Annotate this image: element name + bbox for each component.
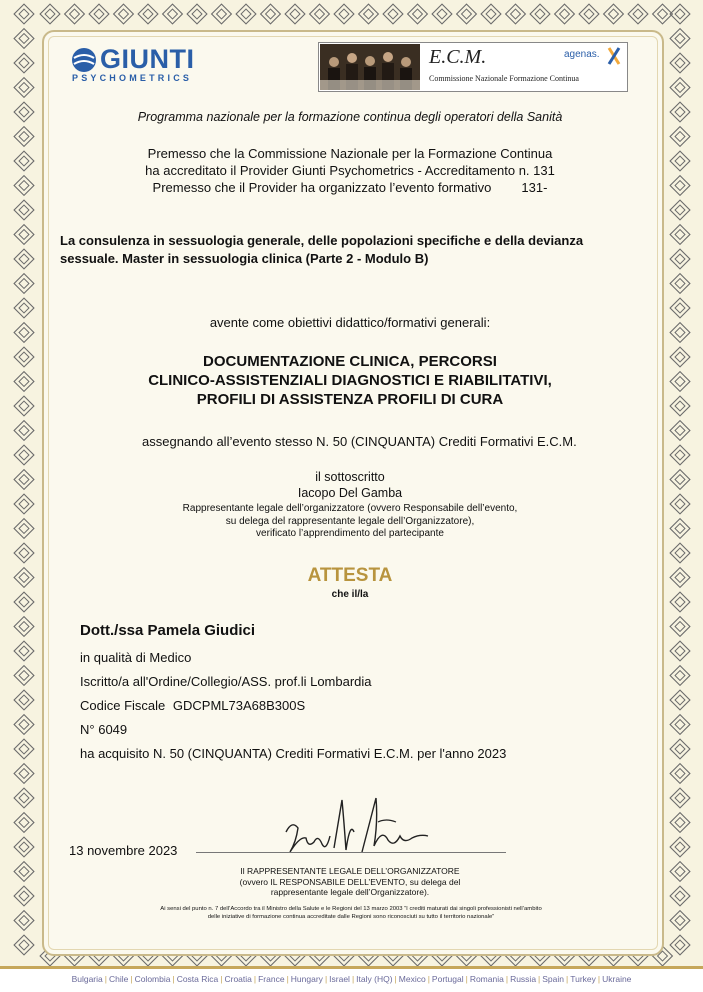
legal-note [58, 905, 644, 921]
border-diamond [670, 470, 690, 490]
country-name: Russia [510, 974, 537, 984]
border-diamond [506, 4, 526, 24]
border-diamond [670, 298, 690, 318]
border-diamond [236, 4, 256, 24]
country-name: Israel [329, 974, 350, 984]
attesta-heading: ATTESTA [307, 565, 393, 586]
border-diamond [14, 666, 34, 686]
event-title-line-1: La consulenza in sessuologia generale, delle popolazioni specifiche e della devianza [60, 233, 584, 248]
border-diamond [383, 4, 403, 24]
border-diamond [670, 372, 690, 392]
objectives-block [50, 352, 650, 409]
event-code: 131- [521, 180, 548, 195]
legal-note-line-2: delle iniziative di formazione continua accreditate dalle Regioni sono riconosciuti su tutto il territorio nazionale” [207, 914, 495, 920]
border-diamond [14, 715, 34, 735]
signer-block [50, 469, 650, 501]
country-separator: | [351, 974, 355, 984]
border-diamond [670, 862, 690, 882]
border-diamond [40, 4, 60, 24]
border-diamond [670, 176, 690, 196]
country-name: Spain [542, 974, 565, 984]
border-diamond [14, 862, 34, 882]
che-label: che il/la [331, 589, 369, 600]
ecm-subtitle: Commissione Nazionale Formazione Continua [429, 74, 579, 83]
legal-note-line-1: Ai sensi del punto n. 7 dell’Accordo tra il Ministro della Salute e le Regioni del 13 marzo 2003 “I crediti maturati dai singoli professionisti nell’ambito [160, 906, 542, 912]
participant-name: Dott./ssa Pamela Giudici [80, 622, 256, 639]
border-diamond [670, 837, 690, 857]
country-separator: | [505, 974, 509, 984]
border-diamond [670, 739, 690, 759]
country-separator: | [286, 974, 289, 984]
border-diamond [670, 617, 690, 637]
border-diamond [555, 4, 575, 24]
border-diamond [670, 494, 690, 514]
country-name: Bulgaria [71, 974, 103, 984]
border-diamond [138, 4, 158, 24]
border-diamond [579, 4, 599, 24]
premise-block [50, 145, 650, 196]
border-diamond [670, 151, 690, 171]
border-diamond [285, 4, 305, 24]
border-diamond [14, 4, 34, 24]
country-separator: | [324, 974, 328, 984]
event-title-line-2: sessuale. Master in sessuologia clinica (Parte 2 - Modulo B) [60, 251, 429, 266]
border-diamond [14, 788, 34, 808]
border-diamond [14, 200, 34, 220]
border-diamond [670, 323, 690, 343]
border-diamond [670, 225, 690, 245]
country-name: Portugal [431, 974, 464, 984]
border-diamond [670, 886, 690, 906]
border-diamond [670, 127, 690, 147]
border-diamond [670, 935, 690, 955]
border-diamond [604, 4, 624, 24]
legal-line-2: (ovvero IL RESPONSABILE DELL’EVENTO, su delega del [239, 876, 461, 887]
objectives-line-2: CLINICO-ASSISTENZIALI DIAGNOSTICI E RIABILITATIVI, [148, 372, 552, 389]
country-name: Italy (HQ) [356, 974, 393, 984]
border-diamond [14, 78, 34, 98]
border-diamond [114, 4, 134, 24]
border-diamond [670, 911, 690, 931]
country-separator: | [597, 974, 601, 984]
border-diamond [14, 617, 34, 637]
country-separator: | [104, 974, 107, 984]
legal-representative-block [150, 866, 550, 898]
border-diamond [670, 421, 690, 441]
border-diamond [334, 4, 354, 24]
objectives-line-1: DOCUMENTAZIONE CLINICA, PERCORSI [203, 353, 497, 370]
border-diamond [670, 788, 690, 808]
country-separator: | [538, 974, 541, 984]
border-diamond [14, 225, 34, 245]
border-diamond [14, 102, 34, 122]
border-diamond [408, 4, 428, 24]
border-diamond [187, 4, 207, 24]
country-separator: | [220, 974, 223, 984]
giunti-logo-text: GIUNTI [100, 44, 195, 74]
country-name: Mexico [398, 974, 426, 984]
country-name: Turkey [570, 974, 596, 984]
country-name: Romania [469, 974, 504, 984]
country-separator: | [465, 974, 468, 984]
qualita-row [80, 650, 191, 665]
border-diamond [14, 151, 34, 171]
number-value: 6049 [98, 722, 128, 737]
qualita-value: Medico [149, 650, 192, 665]
border-diamond [530, 4, 550, 24]
qualita-label: in qualità di [80, 650, 146, 665]
border-diamond [14, 372, 34, 392]
border-diamond [432, 4, 452, 24]
border-diamond [670, 764, 690, 784]
border-diamond [670, 29, 690, 49]
border-diamond [14, 837, 34, 857]
giunti-globe-icon [70, 46, 98, 74]
representative-line-1: Rappresentante legale dell’organizzatore (ovvero Responsabile dell’evento, [182, 503, 518, 514]
representative-line-3: verificato l’apprendimento del partecipante [256, 528, 444, 539]
undersigned-label: il sottoscritto [315, 470, 385, 484]
border-diamond [14, 445, 34, 465]
issue-date: 13 novembre 2023 [69, 843, 178, 858]
border-diamond [14, 29, 34, 49]
border-diamond [14, 641, 34, 661]
border-diamond [670, 813, 690, 833]
country-separator: | [253, 974, 257, 984]
border-diamond [670, 53, 690, 73]
country-name: Chile [108, 974, 129, 984]
border-diamond [14, 911, 34, 931]
ecm-painting-image [320, 44, 420, 90]
codice-fiscale-label: Codice Fiscale [80, 698, 166, 713]
border-diamond [14, 249, 34, 269]
representative-line-2: su delega del rappresentante legale dell’Organizzatore), [225, 515, 475, 527]
border-diamond [457, 4, 477, 24]
border-diamond [14, 739, 34, 759]
border-diamond [359, 4, 379, 24]
border-diamond [14, 53, 34, 73]
premise-line-1: Premesso che la Commissione Nazionale per la Formazione Continua [147, 146, 553, 161]
country-separator: | [566, 974, 569, 984]
border-diamond [14, 543, 34, 563]
country-name: Hungary [290, 974, 323, 984]
giunti-logo [70, 44, 195, 83]
ordine-value: Lombardia [310, 674, 372, 689]
border-diamond [14, 396, 34, 416]
border-diamond [14, 323, 34, 343]
country-separator: | [130, 974, 133, 984]
border-diamond [14, 176, 34, 196]
border-diamond [14, 886, 34, 906]
premise-line-3 [50, 179, 650, 196]
border-diamond [14, 421, 34, 441]
ecm-logo-box [318, 42, 628, 92]
agenas-logo-text: agenas. [564, 49, 600, 60]
signer-name: Iacopo Del Gamba [297, 486, 403, 500]
country-name: Croatia [224, 974, 252, 984]
credits-line: assegnando all’evento stesso N. 50 (CINQUANTA) Crediti Formativi E.C.M. [142, 434, 577, 449]
country-list [72, 974, 632, 984]
border-diamond [14, 494, 34, 514]
premise-line-2: ha accreditato il Provider Giunti Psychometrics - Accreditamento n. 131 [145, 163, 555, 178]
number-label: N° [80, 722, 95, 737]
ecm-title: E.C.M. [429, 46, 487, 68]
country-name: Colombia [134, 974, 171, 984]
codice-fiscale-value: GDCPML73A68B300S [172, 698, 306, 713]
border-diamond [670, 690, 690, 710]
border-diamond [14, 935, 34, 955]
border-diamond [14, 764, 34, 784]
border-diamond [670, 347, 690, 367]
border-diamond [14, 470, 34, 490]
border-diamond [14, 813, 34, 833]
border-diamond [670, 666, 690, 686]
border-diamond [670, 543, 690, 563]
border-diamond [14, 592, 34, 612]
border-diamond [14, 274, 34, 294]
objectives-line-3: PROFILI DI ASSISTENZA PROFILI DI CURA [196, 391, 504, 408]
border-diamond [628, 4, 648, 24]
border-diamond [14, 347, 34, 367]
country-footer [0, 966, 703, 992]
border-diamond [670, 102, 690, 122]
codice-fiscale-row [80, 698, 305, 713]
border-diamond [212, 4, 232, 24]
acquired-credits-line: ha acquisito N. 50 (CINQUANTA) Crediti Formativi E.C.M. per l'anno 2023 [80, 746, 507, 761]
country-separator: | [427, 974, 430, 984]
border-diamond [670, 249, 690, 269]
country-name: Ukraine [602, 974, 632, 984]
representative-block [50, 503, 650, 541]
border-diamond [670, 445, 690, 465]
country-name: France [258, 974, 285, 984]
country-name: Costa Rica [176, 974, 219, 984]
objectives-intro: avente come obiettivi didattico/formativi generali: [209, 315, 491, 330]
handwritten-signature [278, 792, 438, 864]
signature-line [196, 852, 506, 853]
border-diamond [670, 641, 690, 661]
border-diamond [670, 78, 690, 98]
border-diamond [670, 200, 690, 220]
border-diamond [14, 568, 34, 588]
border-diamond [163, 4, 183, 24]
border-diamond [670, 568, 690, 588]
ordine-row [80, 674, 372, 689]
border-diamond [261, 4, 281, 24]
border-diamond [14, 519, 34, 539]
country-separator: | [172, 974, 175, 984]
programme-title: Programma nazionale per la formazione continua degli operatori della Sanità [137, 110, 563, 124]
agenas-x-icon [607, 46, 621, 66]
border-diamond [481, 4, 501, 24]
border-diamond [14, 127, 34, 147]
border-diamond [89, 4, 109, 24]
ordine-label: Iscritto/a all'Ordine/Collegio/ASS. prof.li [80, 674, 307, 689]
event-title [60, 232, 660, 268]
legal-line-1: Il RAPPRESENTANTE LEGALE DELL’ORGANIZZATORE [240, 866, 460, 876]
border-diamond [310, 4, 330, 24]
giunti-logo-subtext: PSYCHOMETRICS [72, 73, 193, 83]
border-diamond [670, 396, 690, 416]
border-diamond [670, 274, 690, 294]
border-diamond [670, 715, 690, 735]
border-diamond [14, 690, 34, 710]
border-diamond [14, 298, 34, 318]
country-separator: | [394, 974, 397, 984]
border-diamond [670, 519, 690, 539]
legal-line-3: rappresentante legale dell’Organizzatore). [270, 887, 430, 897]
number-row [80, 722, 127, 737]
border-diamond [670, 592, 690, 612]
premise-line-3-text: Premesso che il Provider ha organizzato l’evento formativo [152, 180, 492, 195]
border-diamond [65, 4, 85, 24]
